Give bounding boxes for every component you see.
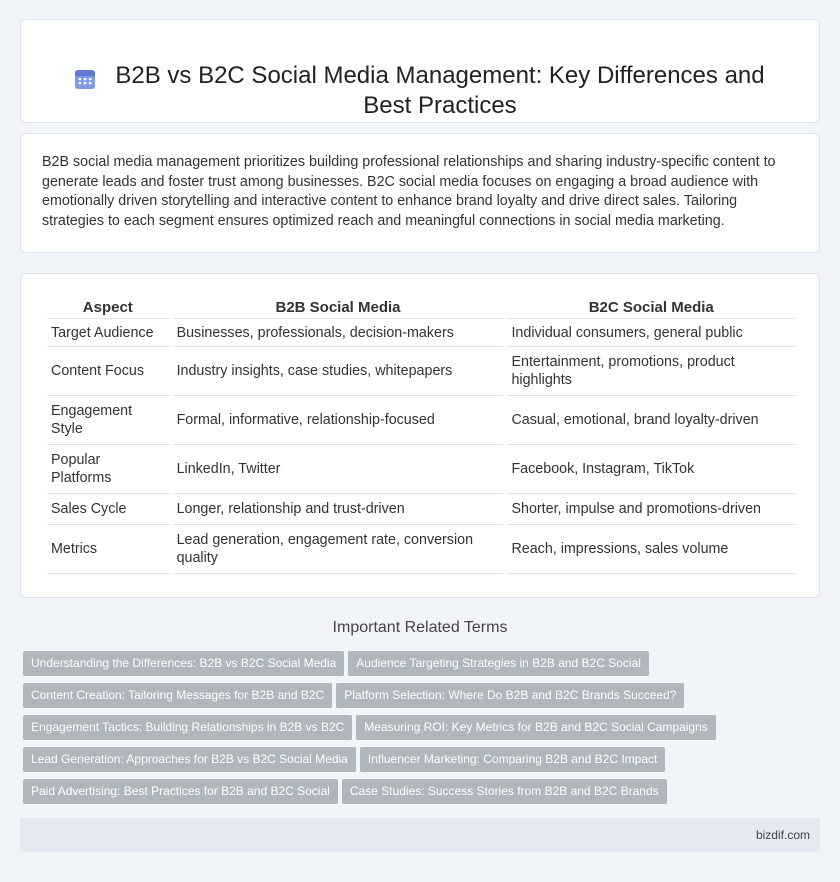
related-term-link[interactable]: Platform Selection: Where Do B2B and B2C Brands Succeed?	[336, 683, 684, 708]
comparison-table	[43, 296, 799, 574]
related-term-link[interactable]: Lead Generation: Approaches for B2B vs B2C Social Media	[23, 747, 356, 772]
related-term-link[interactable]: Understanding the Differences: B2B vs B2C Social Media	[23, 651, 344, 676]
row-b2c: Reach, impressions, sales volume	[507, 525, 795, 574]
row-b2c: Entertainment, promotions, product highlights	[507, 347, 795, 396]
comparison-table-card	[20, 273, 820, 598]
row-b2c: Facebook, Instagram, TikTok	[507, 445, 795, 494]
row-b2b: Formal, informative, relationship-focused	[173, 396, 504, 445]
row-aspect: Target Audience	[47, 318, 169, 347]
title-card	[20, 19, 820, 123]
header-b2c: B2C Social Media	[588, 299, 714, 316]
row-aspect: Engagement Style	[47, 396, 169, 445]
header-aspect: Aspect	[82, 299, 133, 316]
row-b2b: Lead generation, engagement rate, conversion quality	[173, 525, 504, 574]
page-title: B2B vs B2C Social Media Management: Key Differences and Best Practices	[115, 62, 765, 119]
related-term-link[interactable]: Audience Targeting Strategies in B2B and B2C Social	[348, 651, 649, 676]
header-b2b: B2B Social Media	[275, 299, 401, 316]
row-b2b: Industry insights, case studies, whitepapers	[173, 347, 504, 396]
row-aspect: Metrics	[47, 525, 169, 574]
row-aspect: Popular Platforms	[47, 445, 169, 494]
intro-card	[20, 133, 820, 253]
table-row	[47, 525, 795, 574]
footer-site-link[interactable]: bizdif.com	[755, 828, 810, 842]
related-terms-heading: Important Related Terms	[332, 619, 508, 636]
row-b2c: Individual consumers, general public	[507, 318, 795, 347]
related-term-link[interactable]: Influencer Marketing: Comparing B2B and B2C Impact	[360, 747, 665, 772]
related-term-link[interactable]: Content Creation: Tailoring Messages for B2B and B2C	[23, 683, 332, 708]
related-term-link[interactable]: Measuring ROI: Key Metrics for B2B and B2C Social Campaigns	[356, 715, 715, 740]
row-b2b: LinkedIn, Twitter	[173, 445, 504, 494]
related-terms-list	[23, 651, 823, 811]
row-b2b: Longer, relationship and trust-driven	[173, 494, 504, 525]
row-b2c: Shorter, impulse and promotions-driven	[507, 494, 795, 525]
table-row	[47, 396, 795, 445]
related-term-link[interactable]: Case Studies: Success Stories from B2B and B2C Brands	[342, 779, 667, 804]
footer	[20, 818, 820, 852]
table-header-row	[47, 296, 795, 318]
row-b2c: Casual, emotional, brand loyalty-driven	[507, 396, 795, 445]
intro-paragraph: B2B social media management prioritizes building professional relationships and sharing industry-specific content to generate leads and foster trust among businesses. B2C social media focuses on engaging a broad audience with emotionally driven storytelling and interactive content to enhance brand loyalty and drive direct sales. Tailoring strategies to each segment ensures optimized reach and meaningful connections in social media marketing.	[42, 154, 776, 229]
table-row	[47, 347, 795, 396]
row-aspect: Content Focus	[47, 347, 169, 396]
row-aspect: Sales Cycle	[47, 494, 169, 525]
table-row	[47, 445, 795, 494]
related-term-link[interactable]: Paid Advertising: Best Practices for B2B and B2C Social	[23, 779, 338, 804]
table-row	[47, 494, 795, 525]
row-b2b: Businesses, professionals, decision-makers	[173, 318, 504, 347]
table-row	[47, 318, 795, 347]
related-term-link[interactable]: Engagement Tactics: Building Relationships in B2B vs B2C	[23, 715, 352, 740]
